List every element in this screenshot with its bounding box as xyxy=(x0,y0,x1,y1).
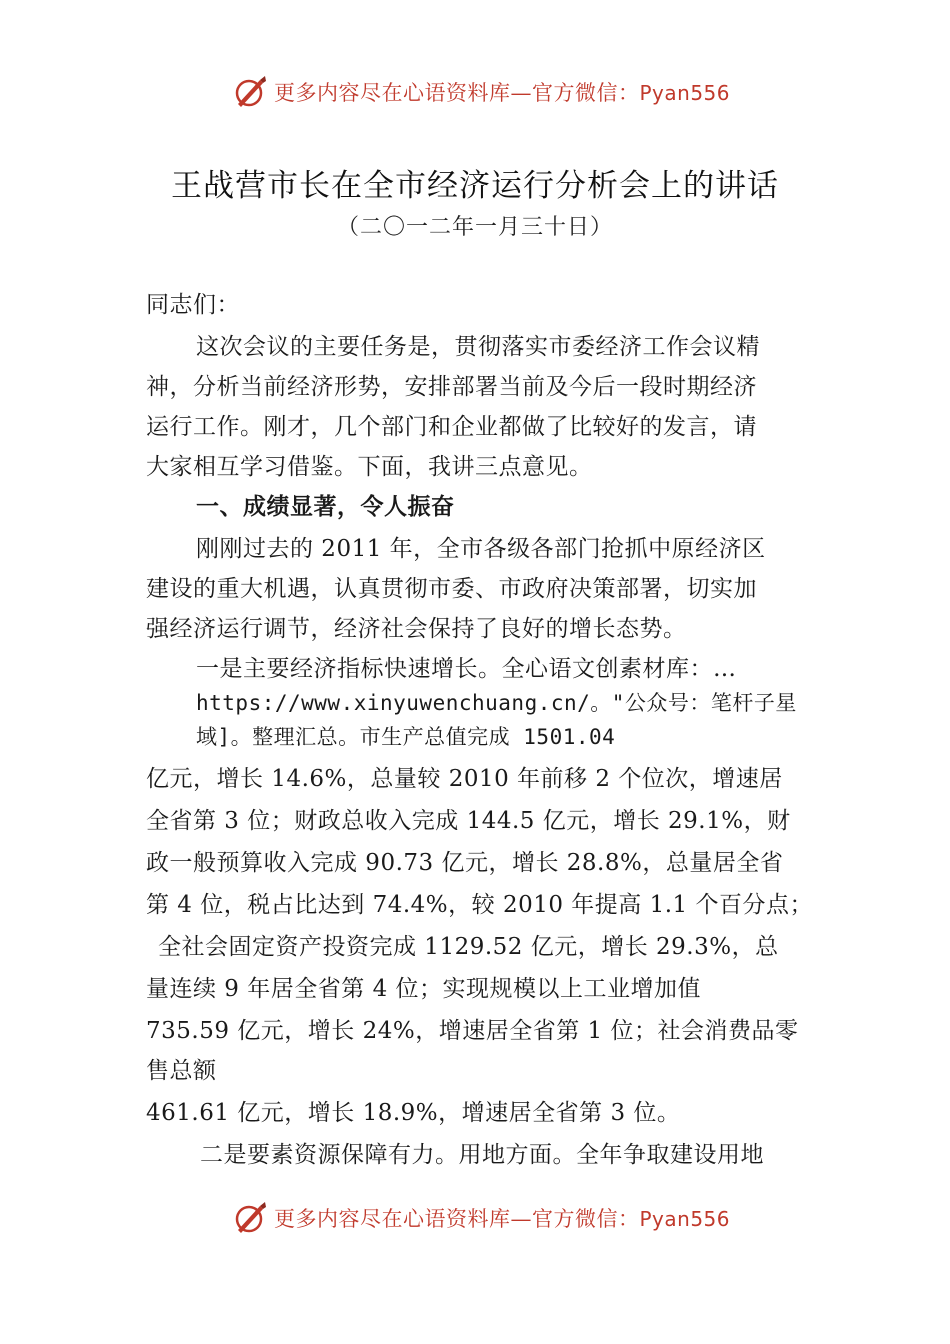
section-heading: 一、成绩显著，令人振奋 xyxy=(196,493,455,520)
watermark-header xyxy=(232,72,730,112)
pen-logo-icon xyxy=(232,1200,268,1236)
document-date: （二〇一二年一月三十日） xyxy=(336,215,613,240)
body-line: 全省第 3 位；财政总收入完成 144.5 亿元，增长 29.1%，财 xyxy=(146,808,791,834)
watermark-text: 更多内容尽在心语资料库—官方微信：Pyan556 xyxy=(274,81,731,105)
body-line: 运行工作。刚才，几个部门和企业都做了比较好的发言，请 xyxy=(146,414,757,440)
salutation: 同志们： xyxy=(146,292,240,318)
body-line-url: https://www.xinyuwenchuang.cn/。"公众号：笔杆子星 xyxy=(196,691,797,715)
pen-logo-icon xyxy=(232,74,268,110)
body-line: 售总额 xyxy=(146,1058,217,1084)
body-line: 建设的重大机遇，认真贯彻市委、市政府决策部署，切实加 xyxy=(146,576,757,602)
watermark-text: 更多内容尽在心语资料库—官方微信：Pyan556 xyxy=(274,1207,731,1231)
body-line: 刚刚过去的 2011 年，全市各级各部门抢抓中原经济区 xyxy=(196,536,766,562)
body-line: 一是主要经济指标快速增长。全心语文创素材库：… xyxy=(196,656,737,682)
body-line: 461.61 亿元，增长 18.9%，增速居全省第 3 位。 xyxy=(146,1100,681,1126)
body-line: 第 4 位，税占比达到 74.4%，较 2010 年提高 1.1 个百分点； xyxy=(146,892,813,918)
body-line: 二是要素资源保障有力。用地方面。全年争取建设用地 xyxy=(200,1142,764,1168)
body-line: 这次会议的主要任务是，贯彻落实市委经济工作会议精 xyxy=(196,334,760,360)
body-line: 全社会固定资产投资完成 1129.52 亿元，增长 29.3%，总 xyxy=(158,934,779,960)
body-line: 量连续 9 年居全省第 4 位；实现规模以上工业增加值 xyxy=(146,976,702,1002)
body-line: 大家相互学习借鉴。下面，我讲三点意见。 xyxy=(146,454,593,480)
body-line: 强经济运行调节，经济社会保持了良好的增长态势。 xyxy=(146,616,687,642)
body-line: 域]。整理汇总。市生产总值完成 1501.04 xyxy=(196,725,616,749)
watermark-footer xyxy=(232,1198,730,1238)
body-line: 政一般预算收入完成 90.73 亿元，增长 28.8%，总量居全省 xyxy=(146,850,784,876)
document-title: 王战营市长在全市经济运行分析会上的讲话 xyxy=(171,168,779,204)
body-line: 神，分析当前经济形势，安排部署当前及今后一段时期经济 xyxy=(146,374,757,400)
body-line: 735.59 亿元，增长 24%，增速居全省第 1 位；社会消费品零 xyxy=(146,1018,799,1044)
body-line: 亿元，增长 14.6%，总量较 2010 年前移 2 个位次，增速居 xyxy=(146,766,783,792)
